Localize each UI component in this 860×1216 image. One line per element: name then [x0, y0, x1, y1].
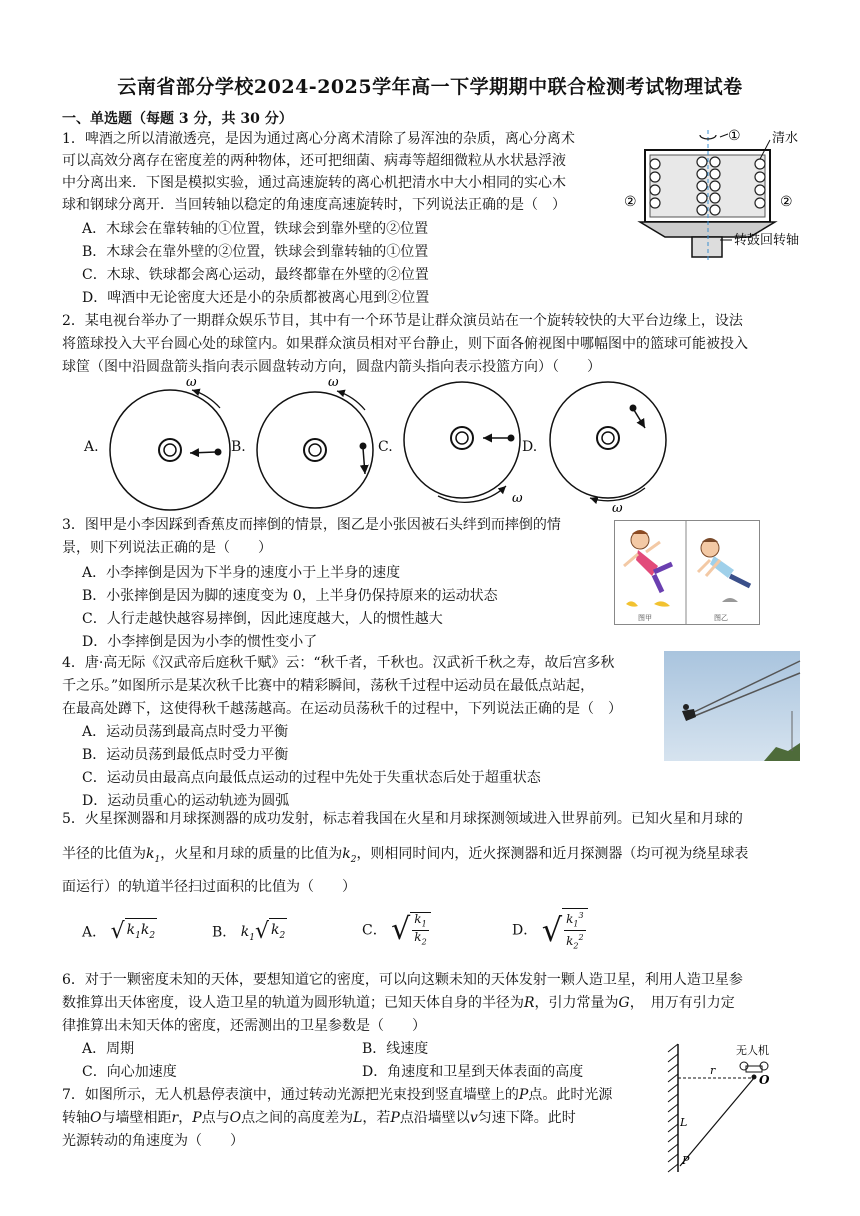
disc-b: [257, 392, 373, 508]
omega-a: ω: [186, 375, 197, 390]
q4-option-a: A．运动员荡到最高点时受力平衡: [82, 724, 289, 740]
q2-label-c: C.: [378, 439, 393, 455]
q1-option-c: C．木球、铁球都会离心运动，最终都靠在外壁的②位置: [82, 267, 429, 283]
omega-c: ω: [512, 491, 523, 506]
q6-option-c: C．向心加速度: [82, 1064, 177, 1080]
q4-line: 千之乐。”如图所示是某次秋千比赛中的精彩瞬间，荡秋千过程中运动员在最低点站起，: [62, 678, 595, 694]
q1-line: 球和钢球分离开．当回转轴以稳定的角速度高速旋转时，下列说法正确的是（ ）: [62, 197, 566, 213]
q2-line: 将篮球投入大平台圆心处的球筐内。如果群众演员相对平台静止，则下面各俯视图中哪幅图中的篮球可能被投入: [62, 336, 748, 352]
q5-option-d: D． √ $\frac{k_1^3}{k_2^2}$: [512, 908, 588, 953]
l-label: L: [680, 1116, 688, 1129]
q2-line: 2．某电视台举办了一期群众娱乐节目，其中有一个环节是让群众演员站在一个旋转较快的大平台边缘上，设法: [62, 313, 743, 329]
q5-option-b: B． $k_1$ √ $k_2$: [212, 918, 287, 949]
page-title: 云南省部分学校2024-2025学年高一下学期期中联合检测考试物理试卷: [117, 76, 743, 98]
disc-a: [110, 390, 230, 510]
q3-line: 景，则下列说法正确的是（ ）: [62, 540, 272, 556]
q4-option-c: C．运动员由最高点向最低点运动的过程中先处于失重状态后处于超重状态: [82, 770, 541, 786]
q5-line: 面运行）的轨道半径扫过面积的比值为（ ）: [62, 879, 356, 895]
q6-option-a: A．周期: [82, 1041, 135, 1057]
q3-line: 3．图甲是小李因踩到香蕉皮而摔倒的情景，图乙是小张因被石头绊到而摔倒的情: [62, 517, 561, 533]
q7-line1: 7．如图所示，无人机悬停表演中，通过转动光源把光束投到竖直墙壁上的P点。此时光源: [62, 1087, 613, 1103]
q6-option-b: B．线速度: [362, 1041, 429, 1057]
fig-label-jia: 图甲: [638, 614, 652, 622]
disc-c: [404, 382, 520, 498]
fig-label-yi: 图乙: [714, 614, 728, 622]
q4-line: 在最高处蹲下，这使得秋千越荡越高。在运动员荡秋千的过程中，下列说法正确的是（ ）: [62, 701, 622, 717]
q2-disc-figures: [100, 375, 860, 518]
var-k2: $k_2$: [342, 846, 357, 865]
q1-option-d: D．啤酒中无论密度大还是小的杂质都被离心甩到②位置: [82, 290, 430, 306]
q1-line: 可以高效分离存在密度差的两种物体，还可把细菌、病毒等超细微粒从水状悬浮液: [62, 153, 566, 169]
q5-line: 5．火星探测器和月球探测器的成功发射，标志着我国在火星和月球探测领域进入世界前列。已知火星和月球的: [62, 811, 743, 827]
q4-option-b: B．运动员荡到最低点时受力平衡: [82, 747, 289, 763]
q1-line: 中分离出来．下图是模拟实验，通过高速旋转的离心机把清水中大小相同的实心木: [62, 175, 566, 191]
disc-d: [550, 382, 666, 498]
q5-option-a: A． √ $k_1k_2$: [82, 918, 157, 947]
q6-line2: 数推算出天体密度，设人造卫星的轨道为圆形轨道；已知天体自身的半径为R，引力常量为G， 用万有引力定: [62, 995, 735, 1011]
label-2-right: ②: [780, 194, 793, 210]
q4-option-d: D．运动员重心的运动轨迹为圆弧: [82, 793, 290, 809]
q4-line: 4．唐·高无际《汉武帝后庭秋千赋》云：“秋千者，千秋也。汉武祈千秋之寿，故后宫多秋: [62, 655, 615, 671]
q2-label-a: A.: [84, 439, 99, 455]
q5-option-c: C． √ $\frac{k_1}{k_2}$: [362, 912, 431, 949]
basket-a: [159, 439, 181, 461]
q3-option-b: B．小张摔倒是因为脚的速度变为 0，上半身仍保持原来的运动状态: [82, 588, 498, 604]
q2-label-b: B.: [231, 439, 246, 455]
water-label: 清水: [772, 131, 799, 146]
q6-line: 律推算出未知天体的密度，还需测出的卫星参数是（ ）: [62, 1018, 426, 1034]
q7-line: 光源转动的角速度为（ ）: [62, 1133, 244, 1149]
q2-line: 球筐（图中沿圆盘箭头指向表示圆盘转动方向，圆盘内箭头指向表示投篮方向）（ ）: [62, 359, 601, 375]
q6-option-d: D．角速度和卫星到天体表面的高度: [362, 1064, 584, 1080]
q3-option-a: A．小李摔倒是因为下半身的速度小于上半身的速度: [82, 565, 401, 581]
q1-option-b: B．木球会在靠外壁的②位置，铁球会到靠转轴的①位置: [82, 244, 429, 260]
drone-wall-figure: [664, 1040, 794, 1174]
omega-b: ω: [328, 375, 339, 390]
label-2-left: ②: [624, 194, 637, 210]
swing-photo: [664, 651, 800, 761]
q1-line: 1．啤酒之所以清澈透亮，是因为通过离心分离术清除了易浑浊的杂质，离心分离术: [62, 131, 575, 147]
p-label: P: [682, 1154, 690, 1167]
section-heading: 一、单选题（每题 3 分，共 30 分）: [62, 111, 293, 127]
omega-d: ω: [612, 501, 623, 516]
var-k1: $k_1$: [146, 846, 161, 865]
axis-label: 转鼓回转轴: [734, 233, 800, 248]
q3-option-d: D．小李摔倒是因为小李的惯性变小了: [82, 634, 318, 650]
q1-option-a: A．木球会在靠转轴的①位置，铁球会到靠外壁的②位置: [82, 221, 429, 237]
q3-falling-figure: [614, 520, 764, 630]
q3-option-c: C．人行走越快越容易摔倒，因此速度越大，人的惯性越大: [82, 611, 443, 627]
r-label: r: [710, 1064, 716, 1077]
q7-line2: 转轴O与墙壁相距r，P点与O点之间的高度差为L，若P点沿墙壁以v匀速下降。此时: [62, 1110, 576, 1126]
centrifuge-figure: [620, 122, 820, 272]
q2-label-d: D.: [522, 439, 538, 455]
q6-line: 6．对于一颗密度未知的天体，要想知道它的密度，可以向这颗未知的天体发射一颗人造卫星，利用人造卫星参: [62, 972, 743, 988]
drone-label: 无人机: [736, 1044, 769, 1057]
o-label: O: [759, 1073, 770, 1087]
label-1: ①: [728, 128, 741, 144]
q5-line2: 半径的比值为$k_1$，火星和月球的质量的比值为$k_2$，则相同时间内，近火探测器和近月探测器（均可视为绕星球表: [62, 846, 749, 865]
